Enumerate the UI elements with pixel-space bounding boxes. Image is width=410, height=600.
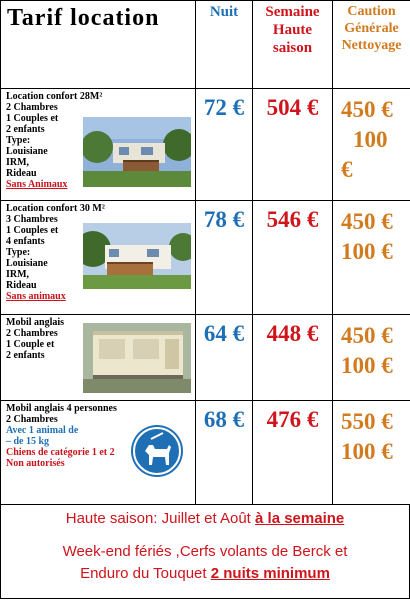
row-description: Location confort 28M² 2 Chambres 1 Couples et 2 enfants Type: Louisiane IRM, Rideau Sans Animaux (1, 89, 196, 201)
caution-price: 550 € 100 € (333, 401, 410, 505)
footer-line-1: Haute saison: Juillet et Août à la semaine (65, 510, 345, 527)
no-animals-note: Sans animaux (6, 291, 66, 302)
nuit-price: 68 € (196, 401, 253, 505)
table-row (1, 401, 410, 505)
mobile-home-photo (83, 223, 191, 289)
semaine-price: 546 € (253, 201, 333, 315)
row-description: Location confort 30 M² 3 Chambres 1 Couples et 4 enfants Type: Louisiane IRM, Rideau Sans animaux (1, 201, 196, 315)
mobile-home-photo (83, 117, 191, 187)
nuit-price: 72 € (196, 89, 253, 201)
caution-price: 450 € 100 € (333, 315, 410, 401)
col-semaine-header: Semaine Haute saison (253, 1, 333, 89)
header-row (1, 1, 410, 89)
col-nuit-header: Nuit (196, 1, 253, 89)
row-description: Mobil anglais 4 personnes 2 Chambres Avec 1 animal de – de 15 kg Chiens de catégorie 1 et 2 Non autorisés (1, 401, 196, 505)
col-caution-header: Caution Générale Nettoyage (333, 1, 410, 89)
caution-price: 450 € 100 € (333, 89, 410, 201)
dog-on-leash-icon (129, 423, 185, 479)
table-row (1, 315, 410, 401)
page-title: Tarif location (1, 1, 196, 89)
semaine-price: 504 € (253, 89, 333, 201)
nuit-price: 78 € (196, 201, 253, 315)
nuit-price: 64 € (196, 315, 253, 401)
caution-price: 450 € 100 € (333, 201, 410, 315)
footer-line-2: Week-end fériés ,Cerfs volants de Berck et Enduro du Touquet 2 nuits minimum (62, 543, 348, 582)
table-row (1, 89, 410, 201)
no-animals-note: Sans Animaux (6, 179, 68, 190)
semaine-price: 476 € (253, 401, 333, 505)
conditions-footer (0, 504, 410, 599)
row-description: Mobil anglais 2 Chambres 1 Couple et 2 enfants (1, 315, 196, 401)
mobile-home-photo (83, 323, 191, 393)
table-row (1, 201, 410, 315)
semaine-price: 448 € (253, 315, 333, 401)
